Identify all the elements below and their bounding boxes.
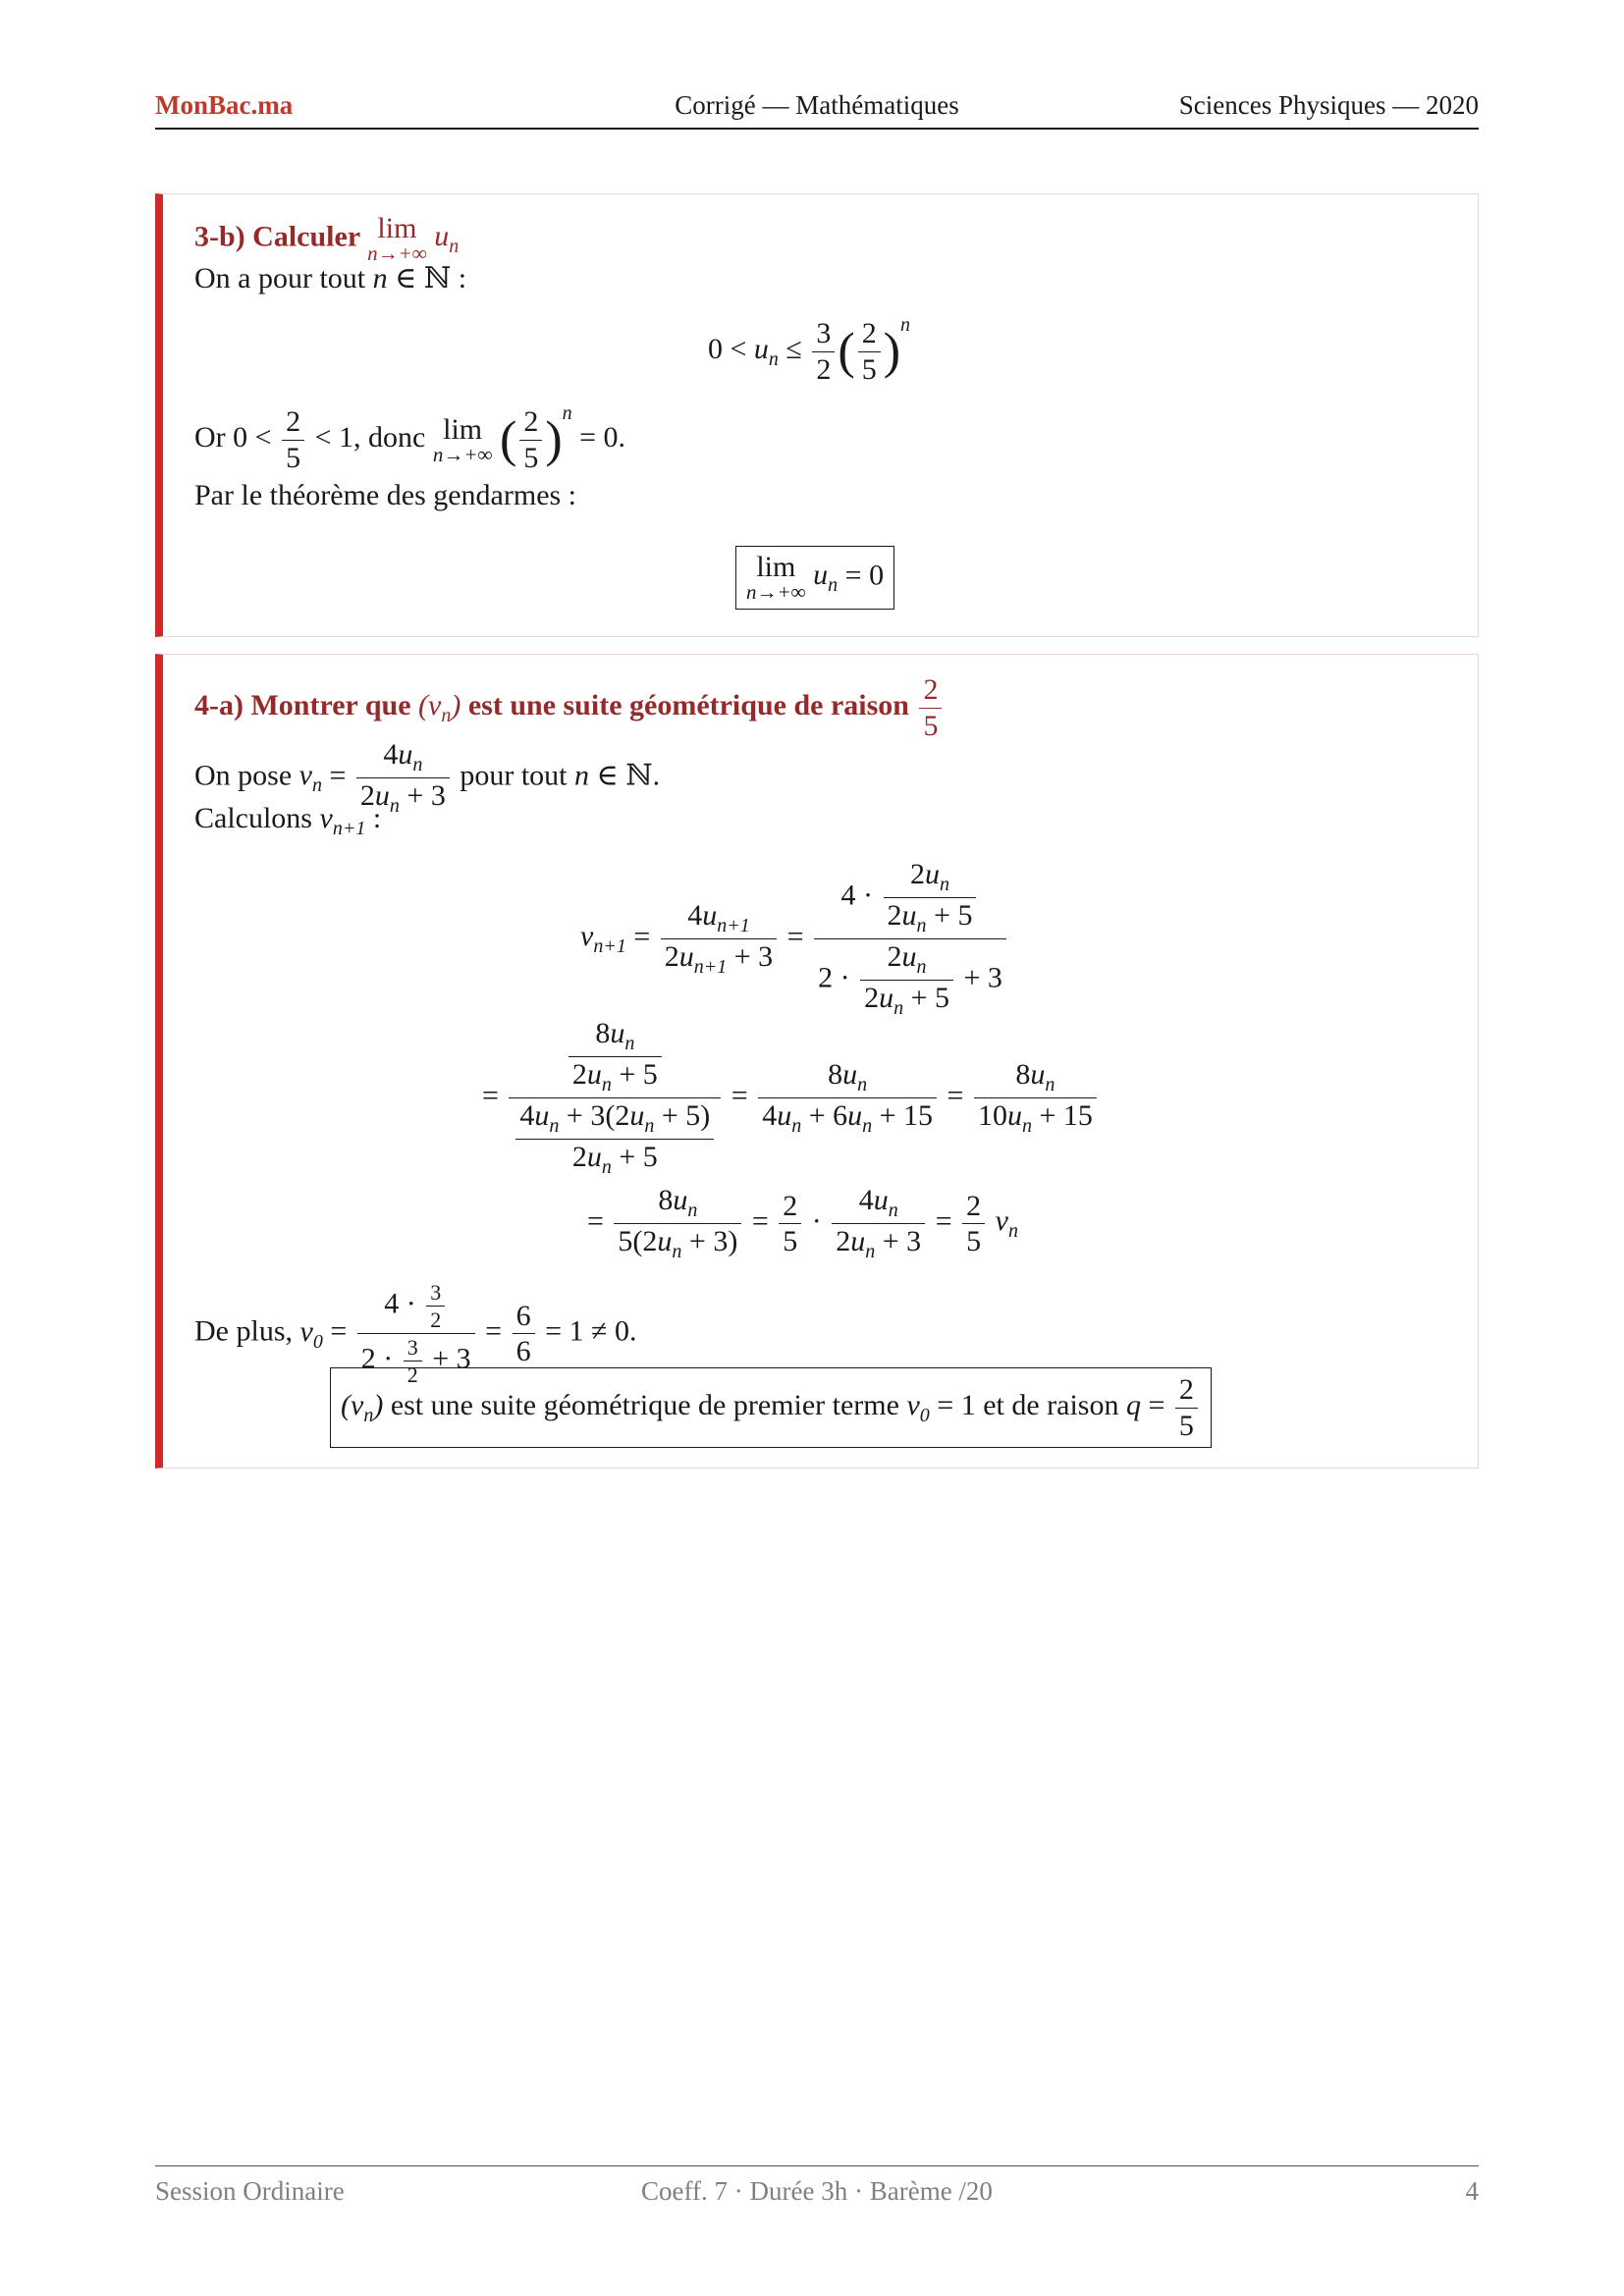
page-footer: [155, 2165, 1479, 2210]
intro-text: On a pour tout n ∈ ℕ :: [194, 262, 467, 294]
exercise-block-4a: [155, 654, 1479, 1468]
definition-text: On pose $v_n$ = $\frac{4u_n}{2u_n + 3}$ pour tout n ∈ ℕ.: [194, 738, 661, 817]
page-number: 4: [1465, 2176, 1479, 2206]
question-title-4a: 4-a) Montrer que $(v_n)$ est une suite géométrique de raison $\frac{2}{5}$: [194, 674, 945, 741]
gendarmes-text: Par le théorème des gendarmes :: [194, 479, 577, 511]
equation-line-1: $v_{n+1}$ = $\frac{4u_{n+1}}{2u_{n+1} + 3}$ = 4 · $\frac{2u_n}{2u_n + 5}$ 2 · $\frac{2u_n}{2u_n + 5}$ + 3: [580, 859, 1009, 1019]
session-label: Session Ordinaire: [155, 2176, 345, 2206]
exam-info: Coeff. 7 · Durée 3h · Barème /20: [641, 2176, 993, 2206]
page-header: [155, 90, 1479, 130]
header-subject: Corrigé — Mathématiques: [675, 90, 959, 120]
header-section: Sciences Physiques — 2020: [1178, 90, 1479, 120]
initial-term-text: De plus, $v_0$ = 4 · $\frac{3}{2}$ 2 · $\frac{3}{2}$ + 3 = $\frac{6}{6}$ = 1 ≠ 0.: [194, 1280, 637, 1388]
limit-result-box: lim n→+∞ $u_n = 0$: [735, 546, 894, 610]
inequality-equation: $0 < u_n$ ≤ $\frac{3}{2}$ ( $\frac{2}{5}$ )$^n$: [708, 314, 911, 386]
conclusion-box: $(v_n)$ est une suite géométrique de premier terme $v_0 = 1$ et de raison q = $\frac{2}{5}$: [330, 1367, 1212, 1448]
equation-line-2: = $\frac{\frac{8u_n}{2u_n + 5}}{\frac{4u_n + 3(2u_n + 5)}{2u_n + 5}}$ = $\frac{8u_n}{4u_n + 6u_n + 15}$ = $\frac{8u_n}{10u_n + 15}$: [482, 1018, 1100, 1178]
question-title-3b: 3-b) Calculer lim n→+∞ $u_n$: [194, 212, 460, 265]
exercise-block-3b: [155, 193, 1479, 637]
equation-line-3: = $\frac{8u_n}{5(2u_n + 3)}$ = $\frac{2}{5}$ · $\frac{4u_n}{2u_n + 3}$ = $\frac{2}{5}$ $v_n$: [587, 1184, 1018, 1262]
brand-name: MonBac.ma: [155, 90, 294, 120]
ratio-limit-text: Or 0 < $\frac{2}{5}$ < 1, donc lim n→+∞ ( $\frac{2}{5}$ )$^n$ = 0.: [194, 402, 626, 474]
calculons-text: Calculons $v_{n+1}$ :: [194, 802, 382, 839]
